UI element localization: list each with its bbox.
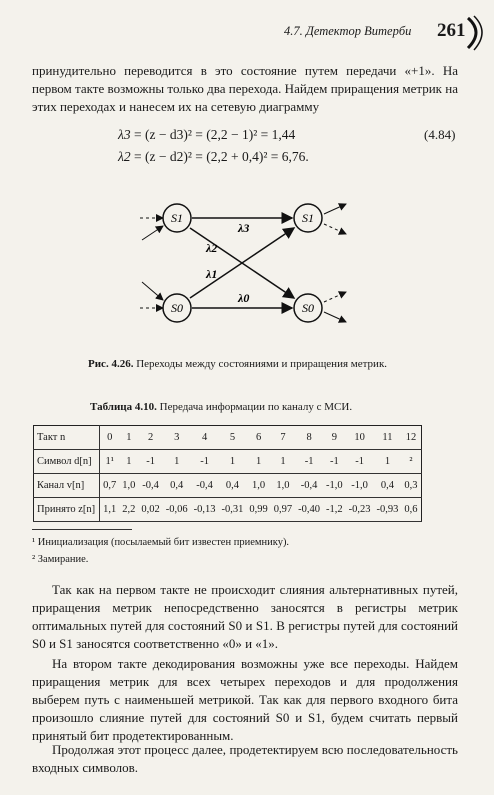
equation-2 [118, 149, 309, 165]
table-cell: 5 [219, 426, 247, 450]
outgoing-s1-up [324, 204, 346, 214]
table-cell: -1 [323, 450, 346, 474]
table-cell: -0,31 [219, 498, 247, 522]
table-cell: 8 [295, 426, 323, 450]
table-cell: 0,99 [246, 498, 270, 522]
table-cell: -0,40 [295, 498, 323, 522]
section-title: 4.7. Детектор Витерби [284, 24, 412, 38]
table-caption [90, 401, 352, 413]
figure-caption [88, 357, 428, 371]
table-cell: -0,4 [138, 474, 162, 498]
body-paragraph-1: Так как на первом такте не происходит слияния альтернативных путей, приращения метрик непосредственно заносятся в регистры метрик оптимальных путей для состояний S0 и S1. В регистры путей для состояний S0 и S1 заносятся соответственно «0» и «1». [32, 582, 458, 651]
incoming-s1-lower [142, 226, 163, 240]
equation-1-lhs: λ3 [118, 127, 131, 142]
page-header [0, 14, 494, 54]
footnote-divider [32, 529, 132, 530]
equation-number: (4.84) [424, 127, 456, 142]
table-cell: 1,0 [119, 474, 138, 498]
equation-2-lhs: λ2 [118, 149, 131, 164]
table-cell: Символ d[n] [34, 450, 100, 474]
table-cell: 1 [163, 450, 191, 474]
table-cell: -1 [138, 450, 162, 474]
data-table [33, 425, 422, 522]
node-s1-left-label: S1 [171, 211, 183, 225]
table-cell: 4 [191, 426, 219, 450]
table-cell: 1,0 [271, 474, 295, 498]
table-row [34, 450, 422, 474]
edge-label-lambda1: λ1 [206, 267, 218, 281]
table-cell: Такт n [34, 426, 100, 450]
table-cell: 0,4 [163, 474, 191, 498]
incoming-s0-upper [142, 282, 163, 300]
node-s0-left-label: S0 [171, 301, 183, 315]
table-cell: 0,3 [401, 474, 421, 498]
outgoing-s1-down [324, 224, 346, 234]
table-caption-text: Передача информации по каналу с МСИ. [159, 401, 353, 413]
node-s1-right-label: S1 [302, 211, 314, 225]
table-cell: 1 [119, 450, 138, 474]
table-cell: -0,93 [374, 498, 402, 522]
equation-1-rhs: = (z − d3)² = (2,2 − 1)² = 1,44 [133, 127, 296, 142]
table-cell: 2 [138, 426, 162, 450]
table-cell: 0,4 [374, 474, 402, 498]
table-cell: Принято z[n] [34, 498, 100, 522]
edge-label-lambda3: λ3 [238, 221, 250, 235]
table-cell: 1 [119, 426, 138, 450]
edge-label-lambda2: λ2 [206, 241, 218, 255]
table-cell: Канал v[n] [34, 474, 100, 498]
table-cell: -1,0 [323, 474, 346, 498]
table-cell: 1¹ [100, 450, 120, 474]
table-cell: 1,1 [100, 498, 120, 522]
table-cell: -1,2 [323, 498, 346, 522]
equation-1 [118, 127, 295, 143]
table-cell: 0,6 [401, 498, 421, 522]
state-diagram [130, 190, 360, 340]
footnote-1: ¹ Инициализация (посылаемый бит известен приемнику). [32, 537, 290, 548]
table-cell: 9 [323, 426, 346, 450]
page-number: 261 [437, 20, 466, 41]
edge-label-lambda0: λ0 [238, 291, 250, 305]
table-cell: 12 [401, 426, 421, 450]
footnote-2: ² Замирание. [32, 554, 89, 565]
table-cell: -1,0 [346, 474, 374, 498]
table-cell: 2,2 [119, 498, 138, 522]
table-cell: 1,0 [246, 474, 270, 498]
table-cell: 11 [374, 426, 402, 450]
table-cell: 0,7 [100, 474, 120, 498]
table-cell: -1 [346, 450, 374, 474]
table-cell: 0,97 [271, 498, 295, 522]
table-header-row [34, 426, 422, 450]
figure-caption-label: Рис. 4.26. [88, 358, 134, 370]
table-cell: -1 [191, 450, 219, 474]
table-row [34, 474, 422, 498]
node-s0-right-label: S0 [302, 301, 314, 315]
table-cell: -0,4 [295, 474, 323, 498]
table-cell: ² [401, 450, 421, 474]
table-cell: 3 [163, 426, 191, 450]
table-cell: -0,13 [191, 498, 219, 522]
table-cell: 0,4 [219, 474, 247, 498]
table-cell: -0,23 [346, 498, 374, 522]
body-paragraph-2: На втором такте декодирования возможны уже все переходы. Найдем приращения метрик для всех четырех переходов и для продолжения выберем путь с наименьшей метрикой. Так как для первого входного бита произошло слияние путей для состояний S0 и S1, будем считать первый принятый бит продетектированным. [32, 656, 458, 743]
table-cell: 1 [219, 450, 247, 474]
table-cell: 0,02 [138, 498, 162, 522]
table-caption-label: Таблица 4.10. [90, 401, 157, 413]
figure-caption-text: Переходы между состояниями и приращения метрик. [136, 358, 388, 370]
intro-paragraph: принудительно переводится в это состояние путем передачи «+1». На первом такте возможны только два перехода. Найдем приращения метрик на этих переходах и нанесем их на сетевую диаграмму [32, 63, 458, 114]
body-paragraph-3: Продолжая этот процесс далее, продетектируем всю последовательность входных символов. [32, 742, 458, 775]
table-cell: -0,06 [163, 498, 191, 522]
outgoing-s0-down [324, 312, 346, 322]
table-cell: 1 [271, 450, 295, 474]
table-cell: 1 [374, 450, 402, 474]
table-cell: 7 [271, 426, 295, 450]
table-cell: 1 [246, 450, 270, 474]
table-cell: -1 [295, 450, 323, 474]
table-cell: 0 [100, 426, 120, 450]
equation-2-rhs: = (z − d2)² = (2,2 + 0,4)² = 6,76. [133, 149, 309, 164]
table-cell: 6 [246, 426, 270, 450]
outgoing-s0-up [324, 292, 346, 302]
table-row [34, 498, 422, 522]
table-cell: -0,4 [191, 474, 219, 498]
table-cell: 10 [346, 426, 374, 450]
